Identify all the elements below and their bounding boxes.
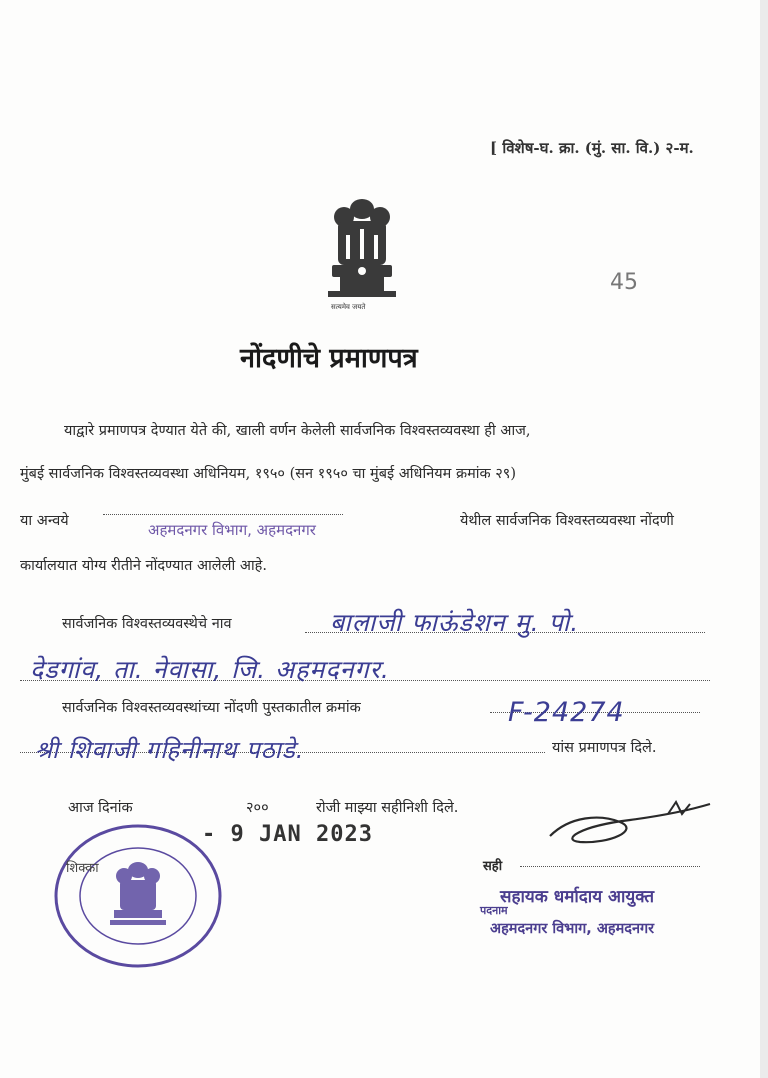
body-line-1: याद्वारे प्रमाणपत्र देण्यात येते की, खाली वर्णन केलेली सार्वजनिक विश्वस्तव्यवस्था ही आज, <box>64 423 531 439</box>
officer-signature-icon <box>540 796 715 851</box>
register-number-handwritten: F-24274 <box>508 697 625 728</box>
signed-statement: रोजी माझ्या सहीनिशी दिले. <box>316 800 459 816</box>
office-division-stamp: अहमदनगर विभाग, अहमदनगर <box>490 921 655 937</box>
body-line-4: कार्यालयात योग्य रीतीने नोंदण्यात आलेली आहे. <box>20 558 267 574</box>
certificate-title: नोंदणीचे प्रमाणपत्र <box>240 343 418 374</box>
today-date-label: आज दिनांक <box>68 800 133 816</box>
body-line-3-end: येथील सार्वजनिक विश्वस्तव्यवस्था नोंदणी <box>460 513 674 529</box>
body-line-3-start: या अन्वये <box>20 513 69 529</box>
recipient-suffix: यांस प्रमाणपत्र दिले. <box>552 740 657 756</box>
recipient-handwritten: श्री शिवाजी गहिनीनाथ पठाडे. <box>35 736 305 764</box>
division-stamp: अहमदनगर विभाग, अहमदनगर <box>148 521 316 539</box>
designation-label: पदनाम <box>480 904 508 917</box>
trust-address-handwritten: देडगांव, ता. नेवासा, जि. अहमदनगर. <box>30 655 390 684</box>
seal-label: शिक्का <box>66 861 99 876</box>
trust-name-handwritten: बालाजी फाऊंडेशन मु. पो. <box>330 608 580 637</box>
form-reference: [ विशेष-घ. क्रा. (मुं. सा. वि.) २-म. <box>490 139 694 157</box>
emblem-motto: सत्यमेव जयते <box>331 303 366 311</box>
official-seal-icon <box>52 822 224 970</box>
year-prefix: २०० <box>246 800 269 816</box>
signature-fill-line <box>520 866 700 867</box>
date-stamp: - 9 JAN 2023 <box>202 822 373 847</box>
body-line-2: मुंबई सार्वजनिक विश्वस्तव्यवस्था अधिनियम, १९५० (सन १९५० चा मुंबई अधिनियम क्रमांक २९) <box>20 466 517 482</box>
trust-name-label: सार्वजनिक विश्वस्तव्यवस्थेचे नाव <box>62 616 232 632</box>
national-emblem-icon <box>322 195 402 313</box>
register-number-label: सार्वजनिक विश्वस्तव्यवस्थांच्या नोंदणी पुस्तकातील क्रमांक <box>62 700 361 716</box>
division-fill-line <box>103 514 343 515</box>
serial-number: 45 <box>610 270 638 295</box>
officer-title-stamp: सहायक धर्मादाय आयुक्त <box>500 887 655 907</box>
signature-label: सही <box>483 859 503 874</box>
